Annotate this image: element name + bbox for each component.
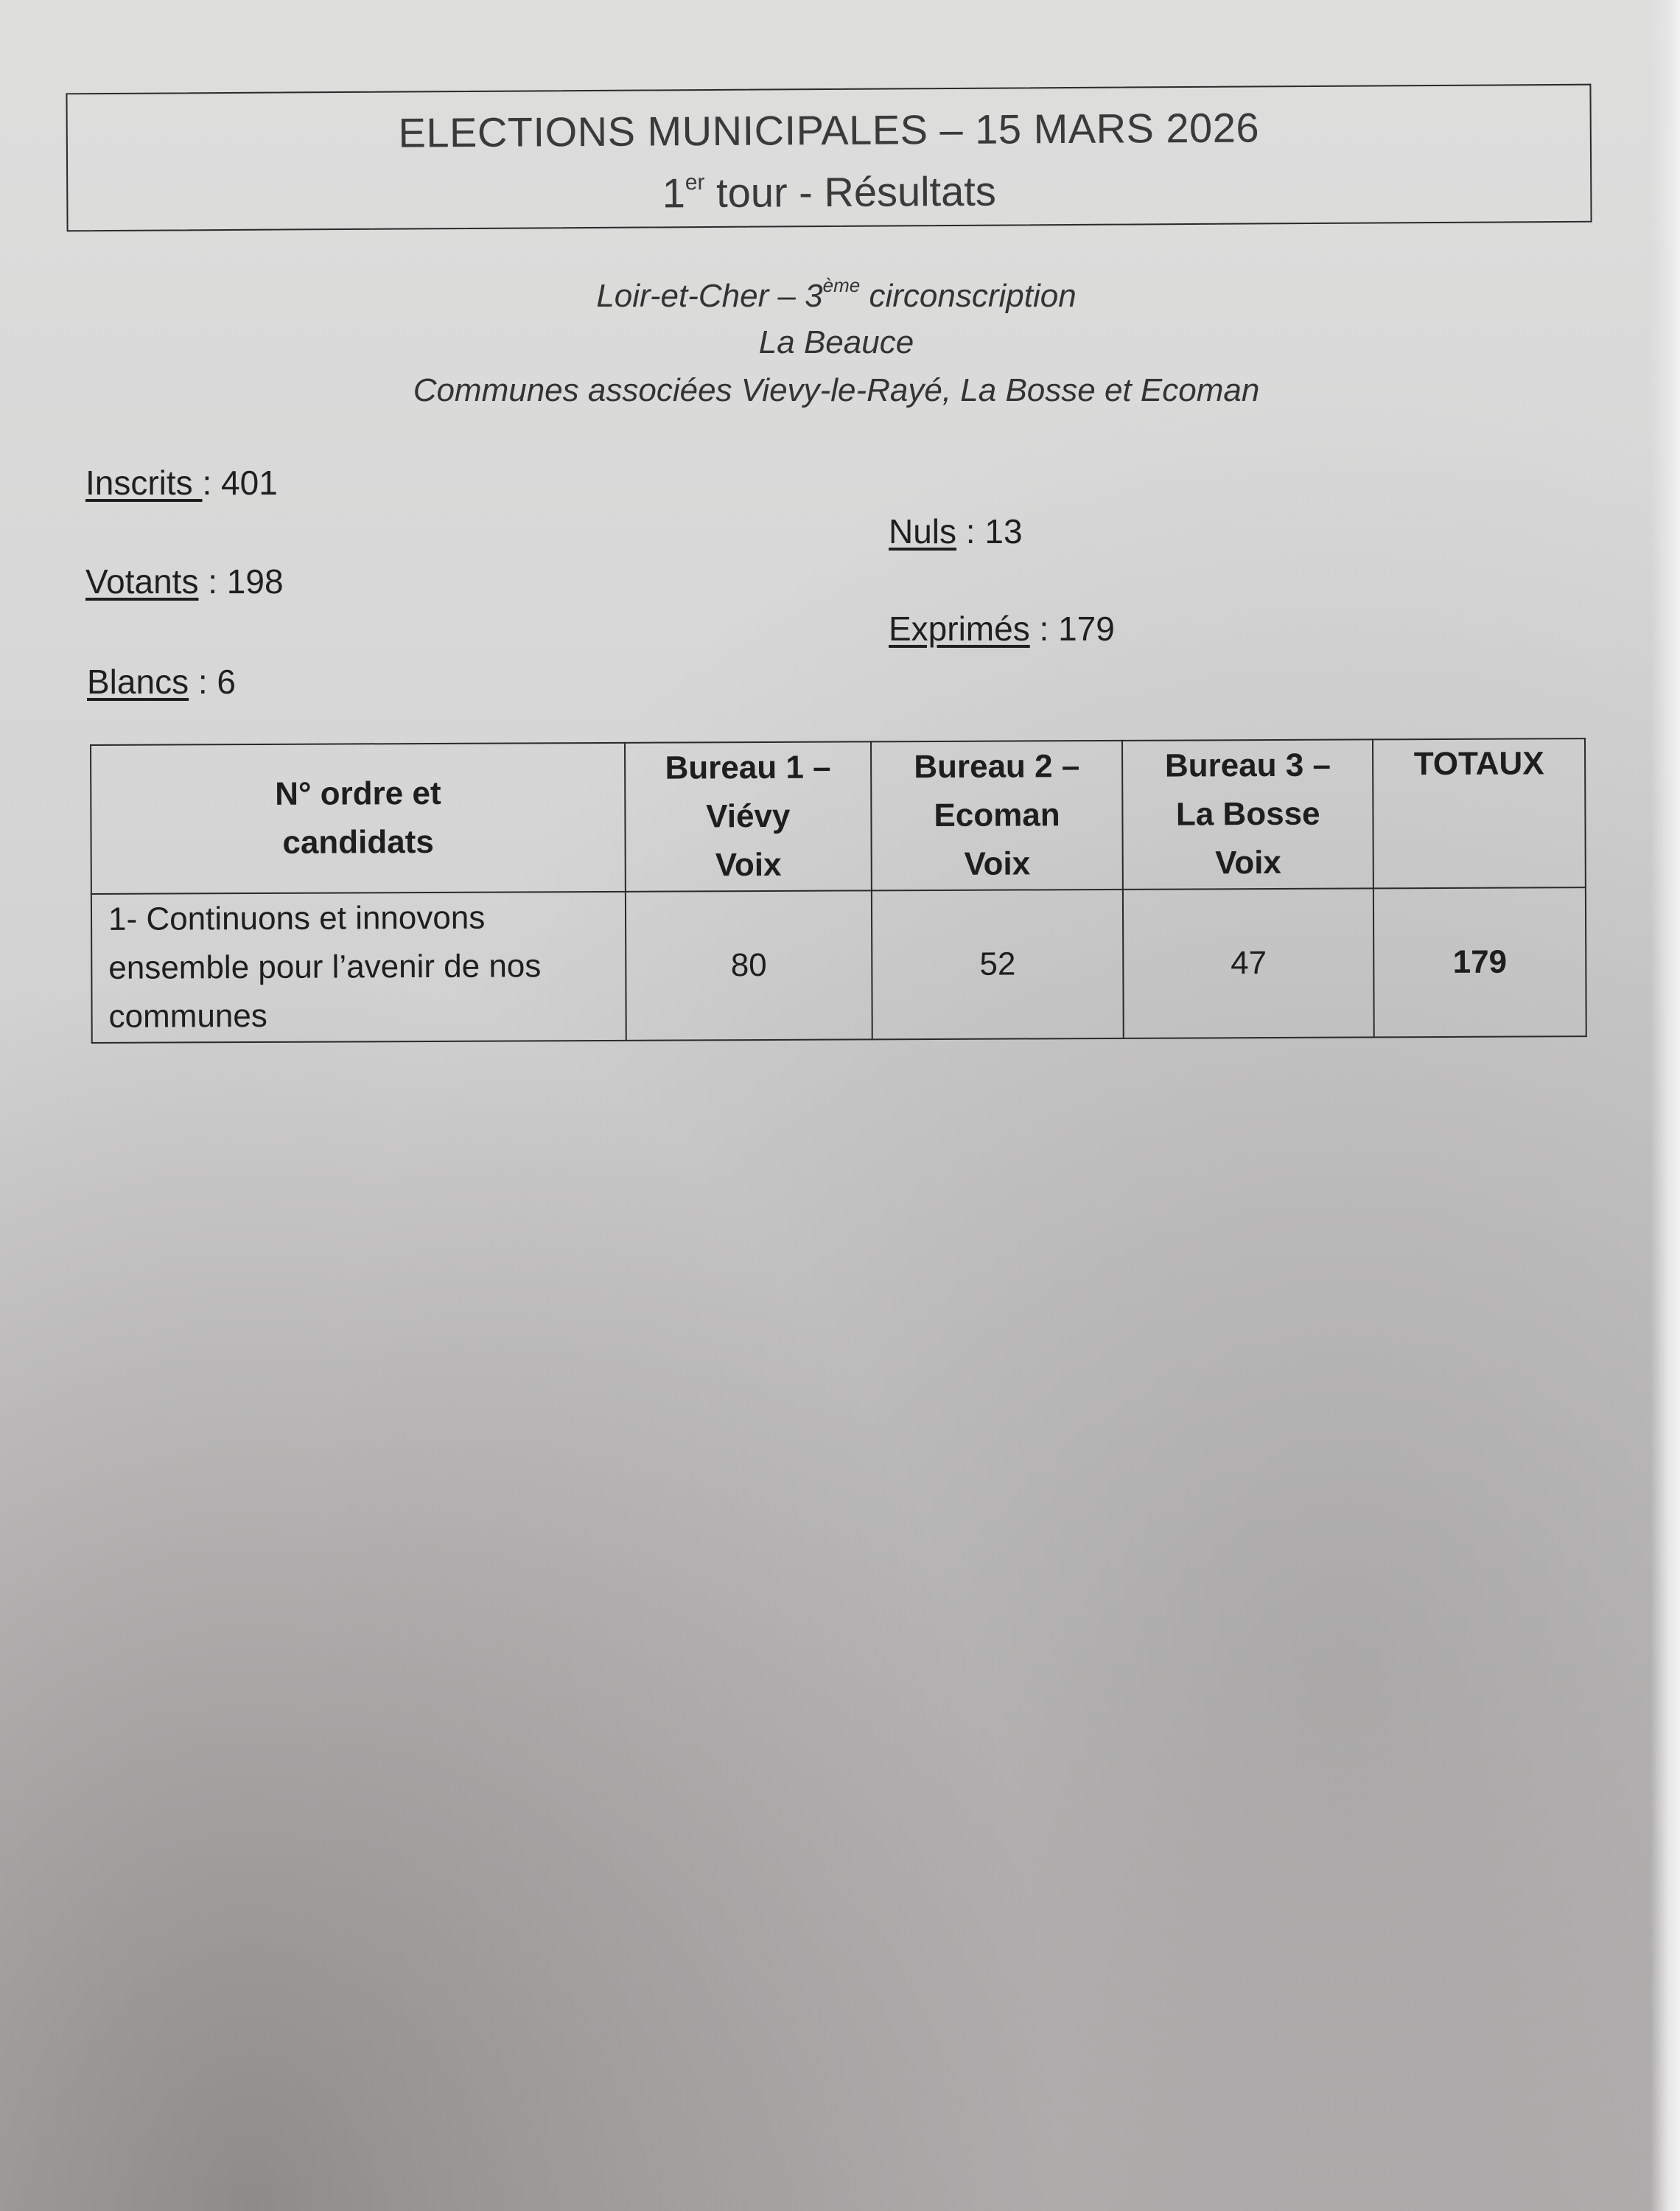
stat-blancs [87, 662, 236, 702]
header-candidates [91, 743, 626, 894]
stat-inscrits-value: 401 [221, 464, 278, 502]
votes-bureau-1: 80 [626, 890, 872, 1040]
stat-inscrits [85, 463, 278, 503]
round-title [68, 164, 1590, 221]
header-totaux: TOTAUX [1373, 738, 1586, 888]
stat-votants-sep: : [198, 562, 227, 601]
stat-votants-value: 198 [226, 562, 284, 601]
stat-blancs-value: 6 [217, 663, 237, 701]
votes-bureau-3: 47 [1123, 888, 1374, 1038]
subtitle-communes: Communes associées Vievy-le-Rayé, La Bosse et Ecoman [413, 372, 1260, 408]
header-bureau-3 [1122, 739, 1373, 889]
header-bureau-2-line: Ecoman [934, 797, 1060, 834]
candidate-name [91, 892, 626, 1043]
candidate-name-line: ensemble pour l’avenir de nos [108, 948, 542, 986]
header-bureau-3-line: Bureau 3 – [1164, 747, 1331, 784]
header-bureau-2-line: Bureau 2 – [914, 748, 1080, 786]
subtitle-circonscription [0, 274, 1673, 315]
table-row [91, 887, 1586, 1043]
stat-votants [85, 562, 284, 601]
title-box [66, 84, 1592, 232]
subtitle-circ-word: circonscription [860, 278, 1077, 314]
stat-inscrits-sep: : [202, 464, 222, 502]
subtitle-dept: Loir-et-Cher – 3 [596, 278, 823, 314]
round-rest: tour - Résultats [704, 167, 997, 217]
page-title: ELECTIONS MUNICIPALES – 15 MARS 2026 [398, 104, 1260, 156]
stat-blancs-label: Blancs [87, 663, 189, 701]
round-suffix: er [685, 170, 705, 195]
stat-exprimes-value: 179 [1058, 609, 1115, 648]
stat-nuls-sep: : [956, 512, 985, 551]
stat-exprimes-label: Exprimés [889, 609, 1030, 648]
subtitle-ordinal: ème [822, 274, 861, 296]
header-bureau-3-line: La Bosse [1175, 795, 1320, 833]
stat-nuls [889, 511, 1023, 551]
stat-exprimes [889, 609, 1115, 649]
candidate-name-line: communes [108, 997, 267, 1035]
stat-votants-label: Votants [85, 562, 199, 601]
stat-exprimes-sep: : [1029, 609, 1059, 648]
header-bureau-3-line: Voix [1215, 844, 1281, 881]
header-bureau-1-line: Viévy [706, 797, 791, 835]
table-header-row [91, 738, 1586, 894]
header-bureau-1-line: Bureau 1 – [665, 749, 831, 786]
header-bureau-1-line: Voix [715, 846, 782, 884]
header-bureau-1 [625, 741, 872, 891]
stat-nuls-label: Nuls [889, 512, 957, 551]
results-table [90, 738, 1587, 1044]
header-candidates-line: N° ordre et [275, 775, 441, 812]
candidate-name-line: 1- Continuons et innovons [108, 899, 486, 937]
header-candidates-line: candidats [282, 823, 434, 861]
votes-total: 179 [1373, 887, 1586, 1037]
votes-bureau-2: 52 [872, 890, 1124, 1039]
stat-nuls-value: 13 [984, 512, 1023, 551]
header-bureau-2-line: Voix [964, 845, 1031, 882]
stat-inscrits-label: Inscrits [85, 464, 203, 502]
round-number: 1 [662, 170, 686, 217]
subtitle-region: La Beauce [758, 324, 914, 360]
header-bureau-2 [871, 741, 1124, 890]
stat-blancs-sep: : [189, 663, 217, 701]
